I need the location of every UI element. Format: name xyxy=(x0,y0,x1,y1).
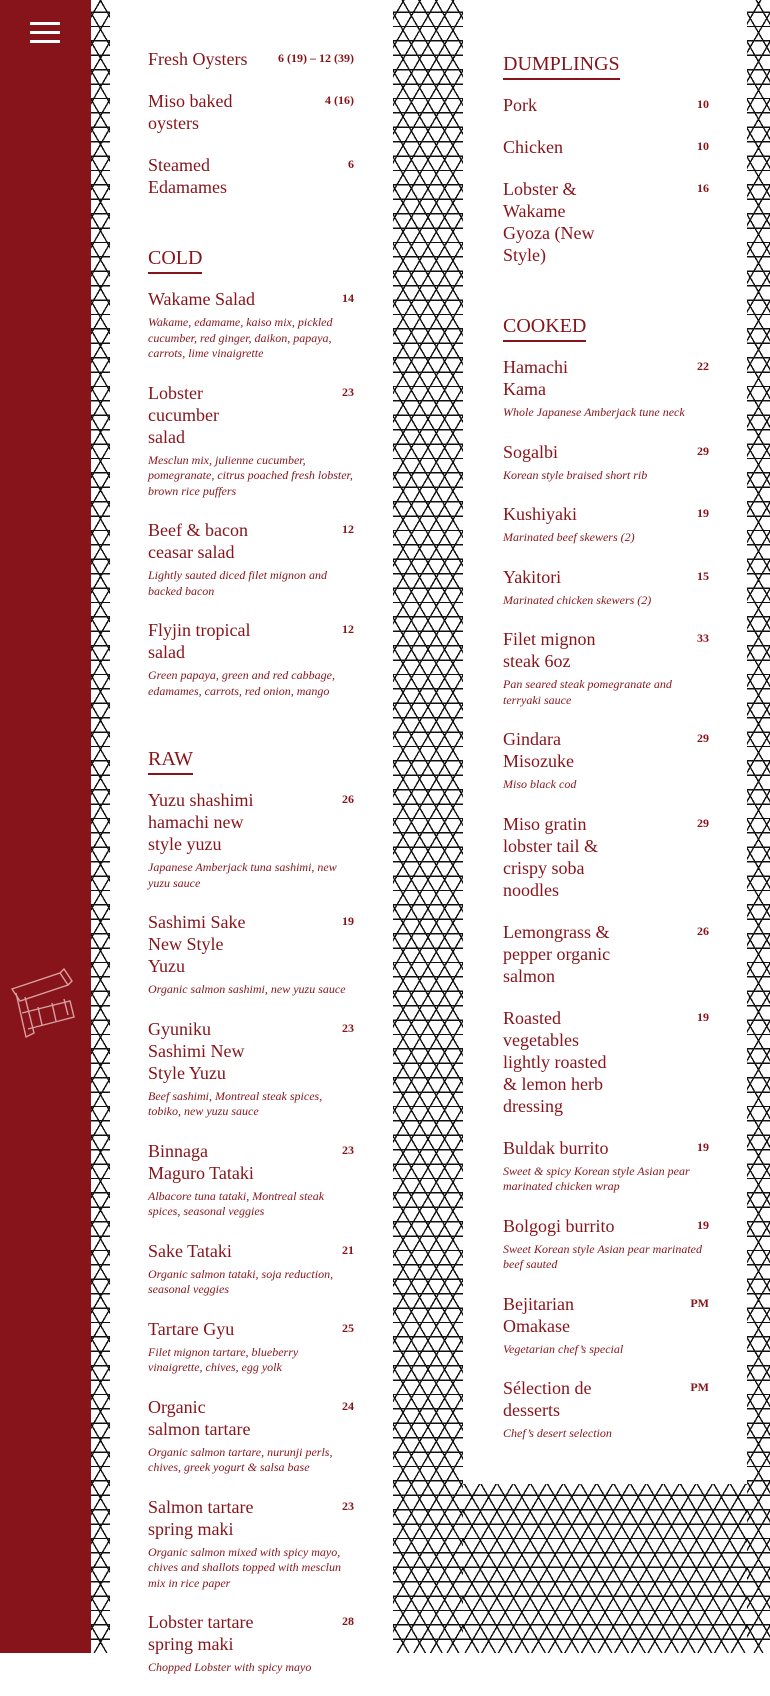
menu-item xyxy=(503,1137,709,1195)
menu-item-price: 23 xyxy=(342,1142,354,1157)
menu-item xyxy=(148,1140,354,1220)
category-heading: DUMPLINGS xyxy=(503,52,620,80)
menu-item-name[interactable]: Gyuniku Sashimi New Style Yuzu xyxy=(148,1018,245,1083)
menu-item-name[interactable]: Lobster tartare spring maki xyxy=(148,1612,254,1654)
menu-item-description: Organic salmon tataki, soja reduction, seasonal veggies xyxy=(148,1266,334,1296)
menu-item xyxy=(148,1240,354,1298)
menu-item xyxy=(503,1215,709,1273)
menu-item-description: Mesclun mix, julienne cucumber, pomegranate, citrus poached fresh lobster, brown rice puffers xyxy=(148,452,353,498)
menu-item-description: Japanese Amberjack tuna sashimi, new yuzu sauce xyxy=(148,860,337,890)
menu-item xyxy=(503,728,709,793)
menu-item-price: 19 xyxy=(697,1139,709,1154)
menu-item-name[interactable]: Gindara Misozuke xyxy=(503,729,574,771)
menu-item-price: 14 xyxy=(342,291,354,305)
menu-item-price: 16 xyxy=(697,181,709,195)
category-heading: COLD xyxy=(148,246,202,274)
menu-item-description: Organic salmon sashimi, new yuzu sauce xyxy=(148,982,346,996)
menu-item-price: 21 xyxy=(342,1242,354,1257)
menu-item-name[interactable]: Miso baked oysters xyxy=(148,91,233,133)
menu-item-name[interactable]: Lemongrass & pepper organic salmon xyxy=(503,921,611,986)
menu-item-name[interactable]: Filet mignon steak 6oz xyxy=(503,629,596,671)
menu-item-description: Beef sashimi, Montreal steak spices, tobiko, new yuzu sauce xyxy=(148,1088,323,1118)
menu-item-price: 29 xyxy=(697,815,709,830)
menu-item xyxy=(148,519,354,599)
menu-item xyxy=(148,911,354,998)
menu-item-name[interactable]: Buldak burrito xyxy=(503,1137,609,1158)
menu-item-price: 19 xyxy=(697,1217,709,1232)
decorative-pattern-center xyxy=(393,0,463,1653)
menu-item-description: Whole Japanese Amberjack tune neck xyxy=(503,405,685,419)
menu-item-name[interactable]: Bolgogi burrito xyxy=(503,1215,615,1236)
menu-item-name[interactable]: Sélection de desserts xyxy=(503,1378,592,1420)
menu-item-price: 23 xyxy=(342,384,354,399)
menu-item-price: 10 xyxy=(697,139,709,153)
category-heading: COOKED xyxy=(503,314,586,342)
menu-item-description: Chef’s desert selection xyxy=(503,1426,612,1440)
menu-item xyxy=(148,789,354,891)
menu-item xyxy=(503,921,709,987)
menu-item-name[interactable]: Sake Tataki xyxy=(148,1240,232,1261)
menu-item-description: Filet mignon tartare, blueberry vinaigrette, chives, egg yolk xyxy=(148,1344,299,1374)
menu-item xyxy=(148,1496,354,1592)
menu-item xyxy=(148,288,354,362)
menu-item-description: Marinated chicken skewers (2) xyxy=(503,592,652,607)
menu-item-name[interactable]: Yakitori xyxy=(503,566,562,587)
menu-item-description: Pan seared steak pomegranate and terryaki sauce xyxy=(503,677,672,707)
menu-item-price: 10 xyxy=(697,97,709,111)
menu-item xyxy=(503,1293,709,1358)
menu-item-description: Chopped Lobster with spicy mayo xyxy=(148,1660,312,1674)
menu-item-description: Lightly sauted diced filet mignon and backed bacon xyxy=(148,568,327,598)
menu-item-name[interactable]: Hamachi Kama xyxy=(503,357,568,399)
menu-item-price: 15 xyxy=(697,568,709,583)
menu-item xyxy=(503,1377,709,1442)
menu-item-name[interactable]: Kushiyaki xyxy=(503,504,577,524)
menu-item xyxy=(503,628,709,708)
menu-item-price: 22 xyxy=(697,359,709,373)
menu-item-name[interactable]: Yuzu shashimi hamachi new style yuzu xyxy=(148,790,254,854)
menu-item xyxy=(503,356,709,421)
menu-column-left xyxy=(148,48,354,1696)
menu-item-name[interactable]: Sogalbi xyxy=(503,441,559,462)
menu-item-description: Korean style braised short rib xyxy=(503,467,648,482)
decorative-pattern-bottom xyxy=(463,1484,747,1653)
menu-item-price: 23 xyxy=(342,1020,354,1035)
menu-item-name[interactable]: Wakame Salad xyxy=(148,289,256,309)
menu-item-name[interactable]: Pork xyxy=(503,95,538,115)
menu-item-description: Wakame, edamame, kaiso mix, pickled cucumber, red ginger, daikon, papaya, carrots, lime vinaigrette xyxy=(148,315,333,360)
menu-item xyxy=(148,619,354,699)
menu-item xyxy=(148,154,354,198)
menu-item-name[interactable]: Flyjin tropical salad xyxy=(148,620,251,662)
menu-item xyxy=(503,136,709,158)
menu-item-description: Organic salmon tartare, nurunji perls, chives, greek yogurt & salsa base xyxy=(148,1444,333,1474)
menu-item-name[interactable]: Tartare Gyu xyxy=(148,1318,235,1339)
menu-item-price: 6 xyxy=(348,157,354,171)
menu-item-name[interactable]: Binnaga Maguro Tataki xyxy=(148,1140,254,1183)
menu-item-name[interactable]: Bejitarian Omakase xyxy=(503,1293,574,1336)
menu-item xyxy=(503,1007,709,1117)
menu-item-price: 12 xyxy=(342,522,354,536)
menu-item-price: 33 xyxy=(697,631,709,645)
menu-item xyxy=(148,1611,354,1676)
menu-item-name[interactable]: Roasted vegetables lightly roasted & lemon herb dressing xyxy=(503,1007,607,1116)
menu-item xyxy=(148,90,354,134)
menu-item-price: 29 xyxy=(697,443,709,458)
menu-item-price: 4 (16) xyxy=(325,93,354,107)
menu-item-name[interactable]: Lobster cucumber salad xyxy=(148,382,219,447)
menu-item xyxy=(503,813,709,901)
menu-item-name[interactable]: Fresh Oysters xyxy=(148,49,248,69)
menu-item xyxy=(148,1396,354,1476)
menu-item xyxy=(148,1018,354,1120)
menu-item-description: Albacore tuna tataki, Montreal steak spices, seasonal veggies xyxy=(148,1188,325,1218)
menu-item-price: 12 xyxy=(342,622,354,636)
menu-item xyxy=(503,178,709,266)
menu-item xyxy=(148,1318,354,1376)
menu-item-price: PM xyxy=(690,1380,709,1394)
menu-item-name[interactable]: Sashimi Sake New Style Yuzu xyxy=(148,912,246,976)
category-heading: RAW xyxy=(148,747,193,775)
menu-item-price: 28 xyxy=(342,1614,354,1628)
menu-item-price: 25 xyxy=(342,1320,354,1335)
menu-item-price: 19 xyxy=(697,506,709,520)
menu-item-description: Vegetarian chef’s special xyxy=(503,1341,624,1356)
menu-item-description: Sweet & spicy Korean style Asian pear marinated chicken wrap xyxy=(503,1163,690,1193)
menu-item-name[interactable]: Miso gratin lobster tail & crispy soba noodles xyxy=(503,813,598,900)
menu-item-name[interactable]: Salmon tartare spring maki xyxy=(148,1496,254,1539)
menu-item-price: 19 xyxy=(697,1009,709,1024)
menu-item-price: PM xyxy=(690,1295,709,1310)
menu-item xyxy=(148,48,354,70)
decorative-pattern-right xyxy=(747,0,770,1653)
decorative-pattern-left xyxy=(91,0,110,1653)
menu-column-right xyxy=(503,52,709,1462)
menu-item-price: 24 xyxy=(342,1398,354,1413)
menu-item-description: Organic salmon mixed with spicy mayo, chives and shallots topped with mesclun mix in rice paper xyxy=(148,1544,341,1590)
menu-item-name[interactable]: Chicken xyxy=(503,137,563,157)
menu-item-name[interactable]: Steamed Edamames xyxy=(148,155,227,197)
menu-item xyxy=(148,382,354,500)
menu-item-description: Marinated beef skewers (2) xyxy=(503,530,635,544)
restaurant-logo-icon[interactable] xyxy=(8,963,80,1041)
menu-item-price: 29 xyxy=(697,731,709,745)
menu-item-price: 26 xyxy=(697,923,709,938)
menu-item xyxy=(503,503,709,546)
hamburger-menu-icon[interactable] xyxy=(30,22,60,44)
menu-item-description: Green papaya, green and red cabbage, edamames, carrots, red onion, mango xyxy=(148,668,335,698)
menu-item-name[interactable]: Organic salmon tartare xyxy=(148,1396,251,1439)
menu-item-price: 19 xyxy=(342,914,354,928)
menu-item-price: 6 (19) – 12 (39) xyxy=(278,51,354,65)
menu-item-price: 23 xyxy=(342,1498,354,1513)
sidebar xyxy=(0,0,91,1653)
menu-item-name[interactable]: Lobster & Wakame Gyoza (New Style) xyxy=(503,179,595,265)
menu-item-description: Sweet Korean style Asian pear marinated beef sauted xyxy=(503,1241,702,1271)
menu-item-price: 26 xyxy=(342,792,354,806)
menu-item xyxy=(503,566,709,609)
menu-item xyxy=(503,94,709,116)
menu-item-description: Miso black cod xyxy=(503,777,577,791)
menu-item-name[interactable]: Beef & bacon ceasar salad xyxy=(148,520,248,562)
menu-item xyxy=(503,441,709,484)
